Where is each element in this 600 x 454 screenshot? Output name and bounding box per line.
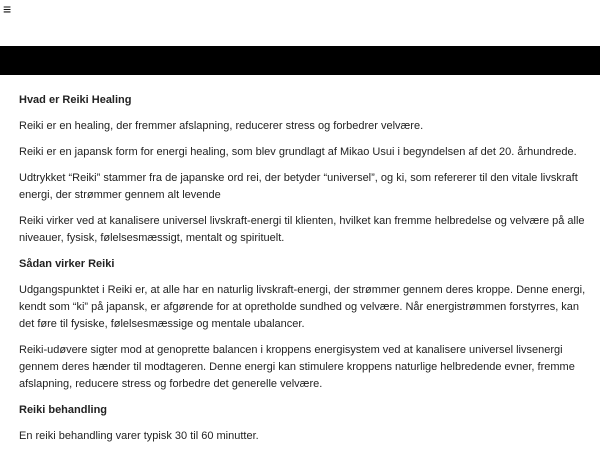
header-banner (0, 46, 600, 75)
paragraph: Reiki virker ved at kanalisere universel livskraft-energi til klienten, hvilket kan fremme helbredelse og velvære på alle niveauer, fysisk, følelsesmæssigt, mentalt og spirituelt. (19, 215, 585, 244)
hamburger-menu-icon[interactable]: ≡ (3, 1, 12, 17)
section-hvad-er-reiki (19, 92, 591, 247)
section-reiki-behandling (19, 402, 591, 445)
section-heading: Reiki behandling (19, 404, 108, 416)
top-bar (0, 0, 600, 46)
paragraph: Reiki er en healing, der fremmer afslapning, reducerer stress og forbedrer velvære. (19, 120, 424, 132)
article-content (19, 92, 591, 454)
section-heading: Sådan virker Reiki (19, 258, 115, 270)
paragraph: Reiki er en japansk form for energi healing, som blev grundlagt af Mikao Usui i begyndelsen af det 20. århundrede. (19, 146, 577, 158)
paragraph: Udgangspunktet i Reiki er, at alle har en naturlig livskraft-energi, der strømmer gennem deres kroppe. Denne energi, kendt som “ki” på japansk, er afgørende for at opretholde sundhed og velvære. Når energistrømmen forstyrres, kan det føre til fysiske, følelsesmæssige og mentale ubalancer. (19, 284, 586, 330)
paragraph: Udtrykket “Reiki” stammer fra de japanske ord rei, der betyder “universel”, og ki, som refererer til den vitale livskraft energi, der strømmer gennem alt levende (19, 172, 578, 201)
section-heading: Hvad er Reiki Healing (19, 94, 132, 106)
paragraph: Reiki-udøvere sigter mod at genoprette balancen i kroppens energisystem ved at kanalisere universel livsenergi gennem deres hænder til modtageren. Denne energi kan stimulere kroppens naturlige helbredende evner, fremme afslapning, reducere stress og forbedre det generelle velvære. (19, 344, 575, 390)
section-saadan-virker-reiki (19, 256, 591, 393)
paragraph: En reiki behandling varer typisk 30 til 60 minutter. (19, 430, 259, 442)
